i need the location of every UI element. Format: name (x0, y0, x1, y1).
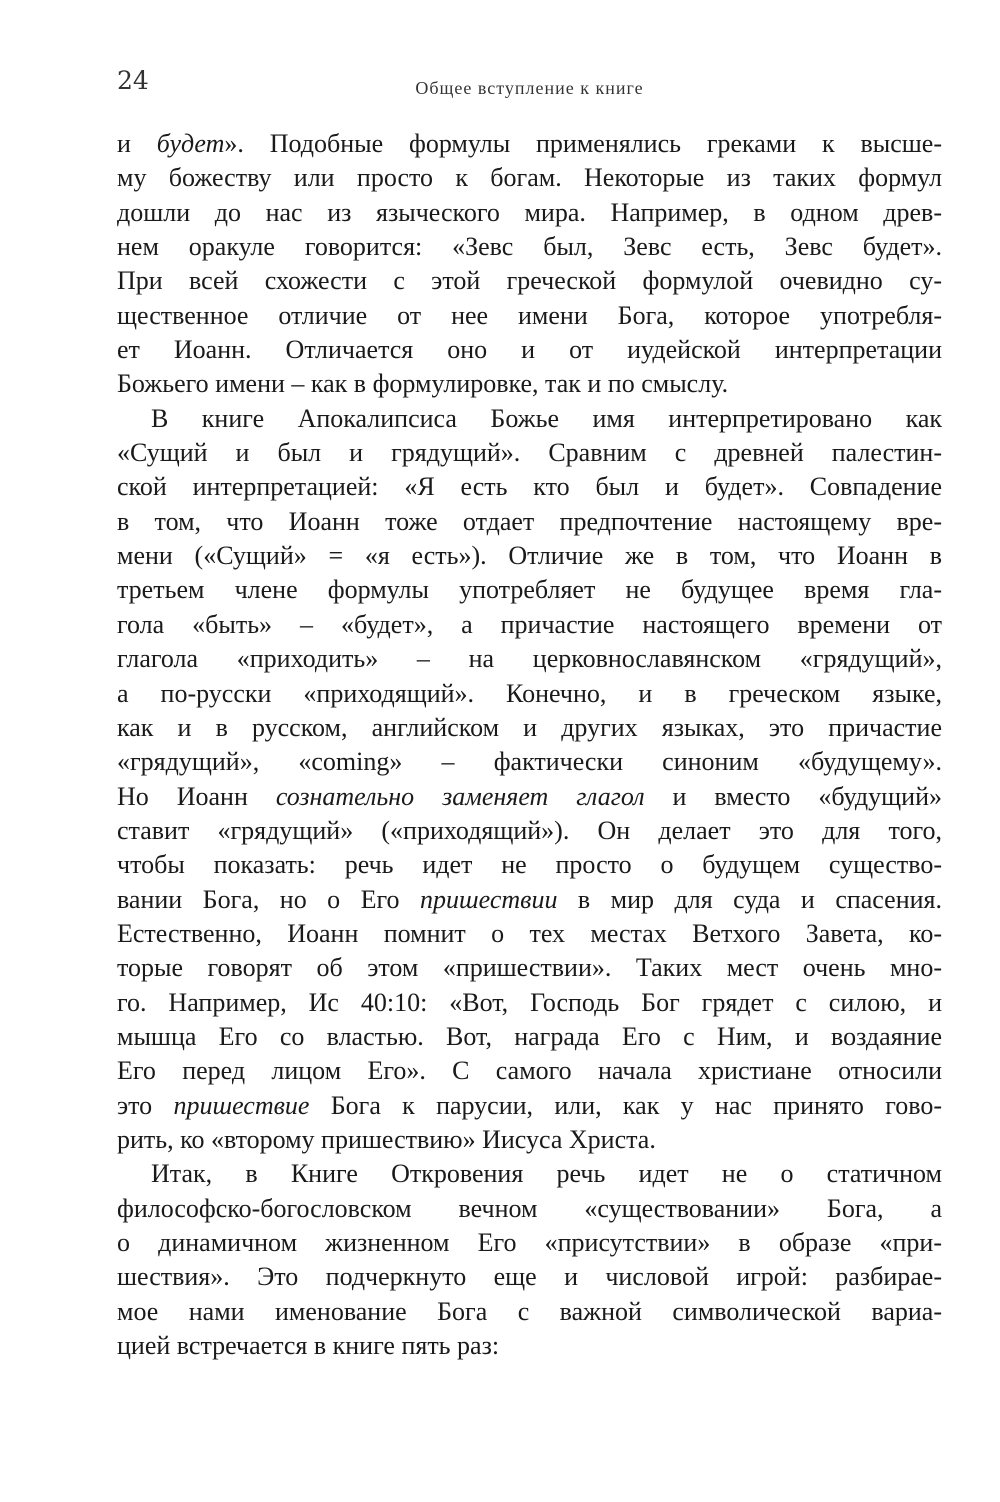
text-segment: Естественно, Иоанн помнит о тех местах Ветхого Завета, ко- (117, 918, 942, 948)
text-line (117, 780, 942, 814)
text-segment: ской интерпретацией: «Я есть кто был и будет». Совпадение (117, 472, 942, 502)
text-line (117, 367, 942, 401)
text-line (117, 436, 942, 470)
text-segment: щественное отличие от нее имени Бога, которое употребля- (117, 300, 942, 330)
text-line (117, 539, 942, 573)
text-segment: «Сущий и был и грядущий». Сравним с древней палестин- (117, 438, 942, 468)
italic-text: сознательно заменяет глагол (275, 781, 645, 811)
text-segment: му божеству или просто к богам. Некоторые из таких формул (117, 163, 942, 193)
text-line (117, 127, 942, 161)
text-segment: и (117, 129, 157, 158)
text-segment: в мир для суда и спасения. (557, 884, 942, 914)
text-segment: и вместо «будущий» (644, 781, 943, 811)
text-line (117, 573, 942, 607)
text-line (117, 986, 942, 1020)
text-segment: глагола «приходить» – на церковнославянском «грядущий», (117, 644, 942, 674)
text-line (117, 402, 942, 436)
italic-text: пришествии (420, 884, 558, 914)
text-line (117, 711, 942, 745)
text-segment: рить, ко «второму пришествию» Иисуса Христа. (117, 1124, 656, 1154)
text-line (117, 1157, 942, 1191)
text-segment: В книге Апокалипсиса Божье имя интерпретировано как (151, 403, 942, 433)
text-segment: го. Например, Ис 40:10: «Вот, Господь Бог грядет с силою, и (117, 987, 942, 1017)
text-line (117, 196, 942, 230)
text-segment: дошли до нас из языческого мира. Например, в одном древ- (117, 197, 942, 227)
text-segment: мени («Сущий» = «я есть»). Отличие же в том, что Иоанн в (117, 541, 942, 571)
text-line (117, 161, 942, 195)
text-segment: как и в русском, английском и других языках, это причастие (117, 712, 942, 742)
text-line (117, 333, 942, 367)
text-line (117, 1192, 942, 1226)
text-segment: вании Бога, но о Его (117, 884, 421, 914)
text-segment: Его перед лицом Его». С самого начала христиане относили (117, 1056, 942, 1086)
italic-text: будет (156, 129, 225, 158)
text-line (117, 505, 942, 539)
text-line (117, 264, 942, 298)
text-segment: ет Иоанн. Отличается оно и от иудейской интерпретации (117, 335, 942, 365)
text-line (117, 470, 942, 504)
text-segment: Но Иоанн (117, 781, 276, 811)
text-segment: это (117, 1090, 174, 1120)
text-line (117, 917, 942, 951)
text-segment: третьем члене формулы употребляет не будущее время гла- (117, 575, 942, 605)
text-segment: Бога к парусии, или, как у нас принято гово- (309, 1090, 942, 1120)
text-segment: ставит «грядущий» («приходящий»). Он делает это для того, (117, 815, 942, 845)
text-line (117, 608, 942, 642)
text-line (117, 230, 942, 264)
text-segment: торые говорят об этом «пришествии». Таких мест очень мно- (117, 953, 942, 983)
text-segment: философско-богословском вечном «существовании» Бога, а (117, 1193, 942, 1223)
text-segment: в том, что Иоанн тоже отдает предпочтение настоящему вре- (117, 506, 942, 536)
text-segment: цией встречается в книге пять раз: (117, 1331, 500, 1361)
text-line (117, 883, 942, 917)
text-line (117, 677, 942, 711)
text-line (117, 1260, 942, 1294)
text-segment: шествия». Это подчеркнуто еще и числовой игрой: разбирае- (117, 1262, 942, 1292)
text-line (117, 745, 942, 779)
text-segment: ». Подобные формулы применялись греками к высше- (224, 129, 942, 158)
page-header (117, 66, 942, 102)
text-segment: а по-русски «приходящий». Конечно, и в греческом языке, (117, 678, 942, 708)
text-line (117, 1123, 942, 1157)
text-line (117, 1020, 942, 1054)
text-segment: «грядущий», «coming» – фактически синоним «будущему». (117, 747, 942, 777)
text-line (117, 642, 942, 676)
body-text (117, 127, 942, 1363)
text-line (117, 1226, 942, 1260)
text-line (117, 299, 942, 333)
text-line (117, 1089, 942, 1123)
text-line (117, 1329, 942, 1363)
text-line (117, 951, 942, 985)
text-line (117, 1295, 942, 1329)
text-line (117, 814, 942, 848)
text-segment: Божьего имени – как в формулировке, так и по смыслу. (117, 369, 729, 399)
running-head: Общее вступление к книге (415, 78, 644, 98)
text-segment: мышца Его со властью. Вот, награда Его с Ним, и воздаяние (117, 1021, 942, 1051)
text-line (117, 848, 942, 882)
page-number: 24 (117, 66, 149, 95)
text-segment: мое нами именование Бога с важной символической вариа- (117, 1296, 942, 1326)
text-line (117, 1054, 942, 1088)
text-segment: чтобы показать: речь идет не просто о будущем существо- (117, 850, 942, 880)
italic-text: пришествие (173, 1090, 310, 1120)
text-segment: о динамичном жизненном Его «присутствии» в образе «при- (117, 1228, 942, 1257)
text-segment: Итак, в Книге Откровения речь идет не о статичном (151, 1159, 942, 1189)
text-segment: гола «быть» – «будет», а причастие настоящего времени от (117, 609, 942, 639)
text-segment: При всей схожести с этой греческой формулой очевидно су- (117, 266, 942, 296)
text-segment: нем оракуле говорится: «Зевс был, Зевс есть, Зевс будет». (117, 232, 942, 262)
